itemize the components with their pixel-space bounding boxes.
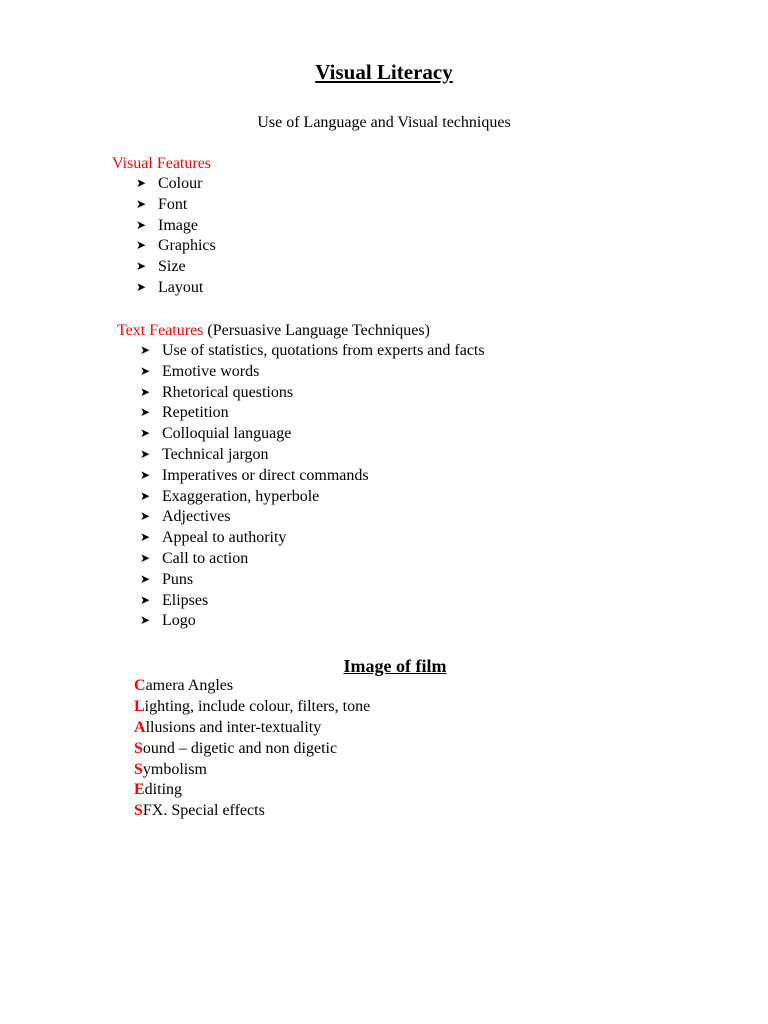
list-item: ➤ Puns <box>140 570 194 588</box>
list-item: Lighting, include colour, filters, tone <box>134 697 371 715</box>
arrowhead-bullet-icon: ➤ <box>136 259 147 274</box>
arrowhead-bullet-icon: ➤ <box>140 509 151 524</box>
list-item: Allusions and inter-textuality <box>134 718 322 736</box>
text-features-list <box>140 341 485 632</box>
list-item: ➤ Repetition <box>140 404 229 422</box>
arrowhead-bullet-icon: ➤ <box>140 467 151 482</box>
arrowhead-bullet-icon: ➤ <box>140 343 151 357</box>
arrowhead-bullet-icon: ➤ <box>140 384 151 399</box>
arrowhead-bullet-icon: ➤ <box>140 426 151 441</box>
list-item: ➤ Rhetorical questions <box>140 383 294 401</box>
arrowhead-bullet-icon: ➤ <box>136 176 147 190</box>
arrowhead-bullet-icon: ➤ <box>140 530 151 545</box>
acronym-letter: S <box>134 802 143 820</box>
list-item: ➤ Use of statistics, quotations from experts and facts <box>140 342 485 359</box>
acronym-letter: S <box>134 760 143 778</box>
list-item: Editing <box>134 781 183 799</box>
list-item: ➤ Imperatives or direct commands <box>140 466 369 484</box>
arrowhead-bullet-icon: ➤ <box>140 592 151 607</box>
arrowhead-bullet-icon: ➤ <box>140 571 151 586</box>
arrowhead-bullet-icon: ➤ <box>136 196 147 211</box>
list-item: ➤ Font <box>136 195 188 213</box>
arrowhead-bullet-icon: ➤ <box>140 446 151 461</box>
acronym-letter: A <box>134 718 146 736</box>
list-item: ➤ Appeal to authority <box>140 529 287 547</box>
list-item: ➤ Layout <box>136 278 204 296</box>
text-features-heading <box>117 320 430 341</box>
list-item: ➤ Image <box>136 216 198 234</box>
list-item: SFX. Special effects <box>134 802 265 820</box>
arrowhead-bullet-icon: ➤ <box>140 405 151 420</box>
list-item: ➤ Emotive words <box>140 362 260 380</box>
text-features-note: (Persuasive Language Techniques) <box>203 322 430 339</box>
list-item: ➤ Exaggeration, hyperbole <box>140 487 320 505</box>
list-item: ➤ Graphics <box>136 237 216 255</box>
list-item: ➤ Technical jargon <box>140 445 269 463</box>
arrowhead-bullet-icon: ➤ <box>140 550 151 565</box>
list-item: Symbolism <box>134 760 207 778</box>
acronym-letter: L <box>134 697 145 715</box>
arrowhead-bullet-icon: ➤ <box>140 363 151 378</box>
arrowhead-bullet-icon: ➤ <box>140 613 151 628</box>
list-item: ➤ Size <box>136 258 186 276</box>
list-item: ➤ Logo <box>140 612 196 630</box>
film-heading: Image of film <box>343 656 447 676</box>
list-item: Camera Angles <box>134 677 234 694</box>
acronym-letter: C <box>134 677 146 694</box>
arrowhead-bullet-icon: ➤ <box>136 238 147 253</box>
list-item: ➤ Colour <box>136 175 203 192</box>
visual-features-list <box>136 174 216 299</box>
visual-features-heading: Visual Features <box>112 155 212 172</box>
arrowhead-bullet-icon: ➤ <box>136 279 147 294</box>
acronym-letter: E <box>134 781 145 799</box>
list-item: ➤ Adjectives <box>140 508 231 526</box>
page-subtitle: Use of Language and Visual techniques <box>257 114 511 131</box>
text-features-label: Text Features <box>117 322 204 339</box>
arrowhead-bullet-icon: ➤ <box>140 488 151 503</box>
page-title: Visual Literacy <box>315 60 453 84</box>
list-item: ➤ Elipses <box>140 591 209 609</box>
arrowhead-bullet-icon: ➤ <box>136 217 147 232</box>
list-item: Sound – digetic and non digetic <box>134 739 338 757</box>
film-acronym-list <box>134 676 370 822</box>
acronym-letter: S <box>134 739 143 757</box>
list-item: ➤ Colloquial language <box>140 425 292 443</box>
list-item: ➤ Call to action <box>140 549 249 567</box>
